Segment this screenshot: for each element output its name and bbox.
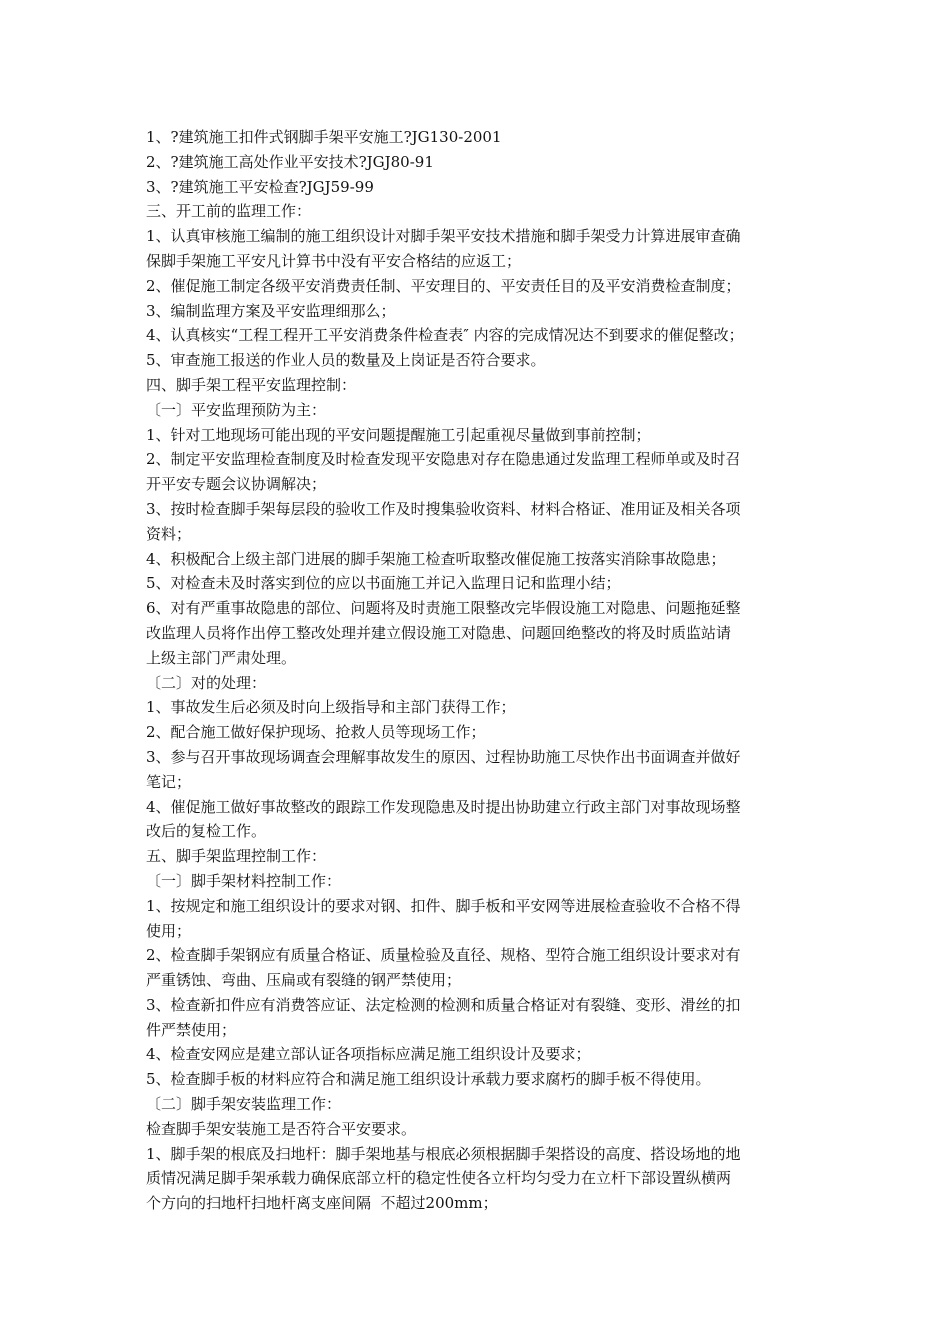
text-line: 资料； [146, 524, 192, 543]
text-line: 1、认真审核施工编制的施工组织设计对脚手架平安技术措施和脚手架受力计算进展审查确 [146, 227, 741, 246]
text-line: 1、?建筑施工扣件式钢脚手架平安施工?JG130-2001 [146, 128, 502, 146]
text-line: 笔记； [146, 772, 192, 791]
text-line: 三、开工前的监理工作： [146, 202, 312, 221]
text-line: 5、对检查未及时落实到位的应以书面施工并记入监理日记和监理小结； [146, 574, 621, 593]
text-line: 1、针对工地现场可能出现的平安问题提醒施工引起重视尽量做到事前控制； [146, 425, 651, 444]
text-line: 4、积极配合上级主部门进展的脚手架施工检查听取整改催促施工按落实消除事故隐患； [146, 549, 726, 568]
text-line: 1、脚手架的根底及扫地杆：脚手架地基与根底必须根据脚手架搭设的高度、搭设场地的地 [146, 1144, 741, 1163]
text-line: 4、检查安网应是建立部认证各项指标应满足施工组织设计及要求； [146, 1045, 591, 1064]
document-body [146, 125, 816, 1216]
text-line: 开平安专题会议协调解决； [146, 475, 327, 494]
text-line: 改后的复检工作。 [146, 822, 267, 841]
text-line: 6、对有严重事故隐患的部位、问题将及时责施工限整改完毕假设施工对隐患、问题拖延整 [146, 599, 741, 618]
text-line: 2、制定平安监理检查制度及时检查发现平安隐患对存在隐患通过发监理工程师单或及时召 [146, 450, 741, 469]
text-line: 2、配合施工做好保护现场、抢救人员等现场工作； [146, 723, 486, 742]
text-line: 4、认真核实“工程工程开工平安消费条件检查表″ 内容的完成情况达不到要求的催促整改； [146, 326, 744, 345]
text-line: 〔二〕对的处理： [146, 673, 267, 692]
text-line: 保脚手架施工平安凡计算书中没有平安合格结的应返工； [146, 251, 522, 270]
text-line: 改监理人员将作出停工整改处理并建立假设施工对隐患、问题回绝整改的将及时质监站请 [146, 623, 732, 642]
text-line: 五、脚手架监理控制工作： [146, 847, 327, 866]
text-line: 质情况满足脚手架承载力确保底部立杆的稳定性使各立杆均匀受力在立杆下部设置纵横两 [146, 1169, 732, 1188]
text-line: 2、催促施工制定各级平安消费责任制、平安理目的、平安责任目的及平安消费检查制度； [146, 276, 741, 295]
text-line: 1、按规定和施工组织设计的要求对钢、扣件、脚手板和平安网等进展检查验收不合格不得 [146, 896, 741, 915]
text-line: 3、检查新扣件应有消费答应证、法定检测的检测和质量合格证对有裂缝、变形、滑丝的扣 [146, 995, 741, 1014]
text-line: 5、审查施工报送的作业人员的数量及上岗证是否符合要求。 [146, 351, 546, 370]
text-line: 上级主部门严肃处理。 [146, 648, 297, 667]
text-line: 2、检查脚手架钢应有质量合格证、质量检验及直径、规格、型符合施工组织设计要求对有 [146, 946, 741, 965]
text-line: 使用； [146, 921, 192, 940]
text-line: 3、编制监理方案及平安监理细那么； [146, 301, 396, 320]
text-line: 严重锈蚀、弯曲、压扁或有裂缝的钢严禁使用； [146, 971, 462, 990]
text-line: 3、按时检查脚手架每层段的验收工作及时搜集验收资料、材料合格证、准用证及相关各项 [146, 499, 741, 518]
text-line: 1、事故发生后必须及时向上级指导和主部门获得工作； [146, 698, 516, 717]
text-line: 〔一〕平安监理预防为主： [146, 400, 327, 419]
text-line: 个方向的扫地杆扫地杆离支座间隔 不超过200mm； [146, 1194, 498, 1213]
text-line: 5、检查脚手板的材料应符合和满足施工组织设计承载力要求腐朽的脚手板不得使用。 [146, 1070, 711, 1089]
text-line: 3、?建筑施工平安检查?JGJ59-99 [146, 177, 374, 196]
text-line: 〔二〕脚手架安装监理工作： [146, 1095, 342, 1114]
text-line: 3、参与召开事故现场调查会理解事故发生的原因、过程协助施工尽快作出书面调查并做好 [146, 747, 741, 766]
text-line: 〔一〕脚手架材料控制工作： [146, 871, 342, 890]
text-line: 2、?建筑施工高处作业平安技术?JGJ80-91 [146, 152, 434, 171]
text-line: 件严禁使用； [146, 1020, 237, 1039]
text-line: 四、脚手架工程平安监理控制： [146, 375, 357, 394]
text-line: 检查脚手架安装施工是否符合平安要求。 [146, 1119, 417, 1138]
text-line: 4、催促施工做好事故整改的跟踪工作发现隐患及时提出协助建立行政主部门对事故现场整 [146, 797, 741, 816]
